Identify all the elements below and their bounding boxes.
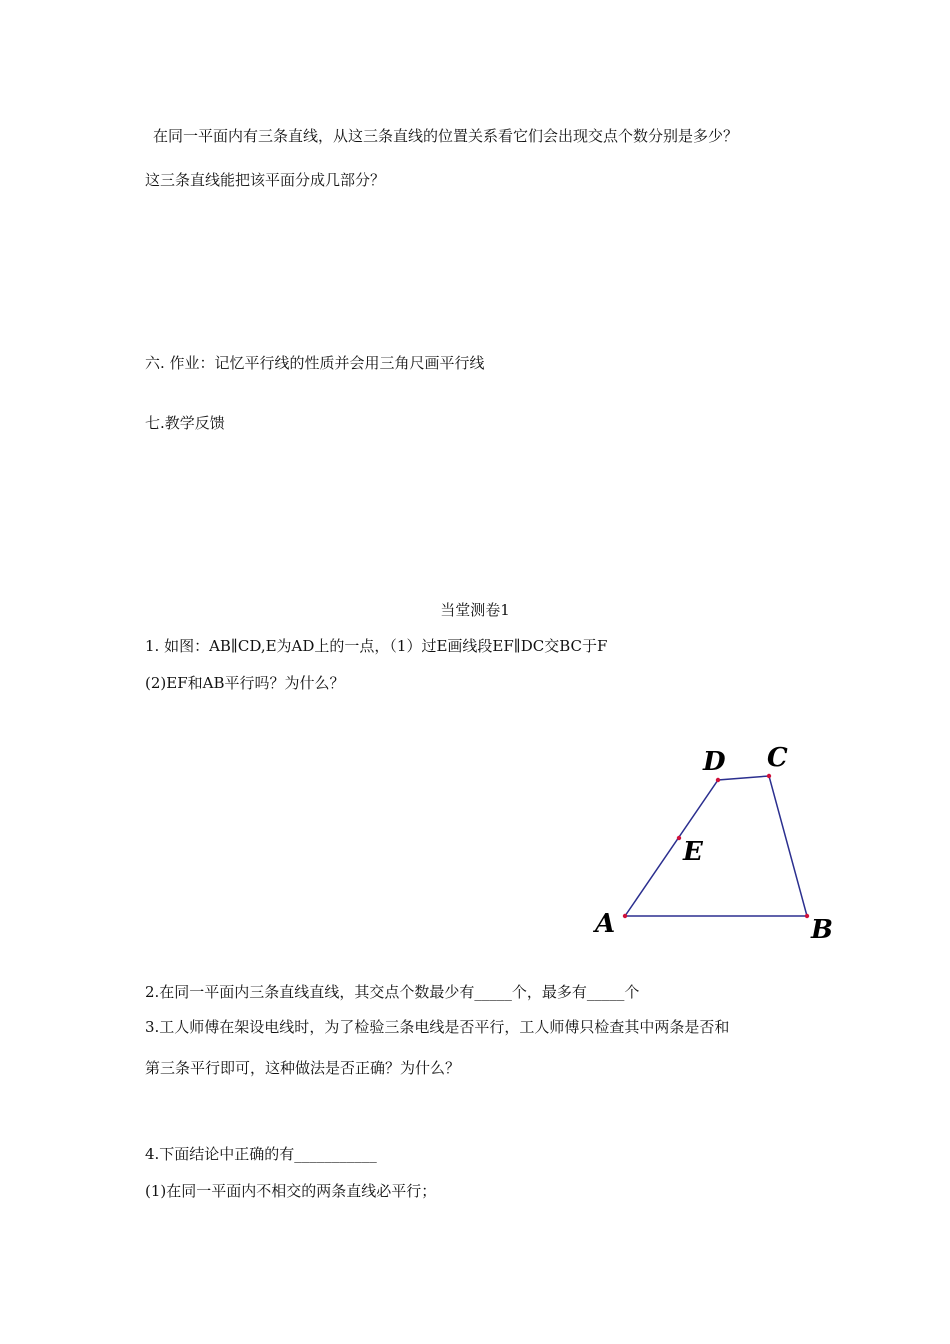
label-a: A — [595, 909, 616, 939]
feedback-line: 七.教学反馈 — [145, 414, 225, 432]
quiz-q3-line-1: 3.工人师傅在架设电线时，为了检验三条电线是否平行，工人师傅只检查其中两条是否和 — [145, 1018, 730, 1036]
point-e-dot — [677, 836, 681, 840]
label-b: B — [811, 915, 833, 945]
quiz-q4: 4.下面结论中正确的有___________ — [145, 1145, 377, 1163]
vertex-a-dot — [623, 914, 627, 918]
quiz-title: 当堂测卷1 — [440, 601, 510, 619]
homework-line: 六. 作业：记忆平行线的性质并会用三角尺画平行线 — [145, 354, 485, 372]
trapezoid-abcd — [625, 776, 807, 916]
question-line-1: 在同一平面内有三条直线，从这三条直线的位置关系看它们会出现交点个数分别是多少？ — [153, 127, 739, 145]
vertex-d-dot — [716, 778, 720, 782]
quiz-q1-line-1: 1. 如图：AB∥CD,E为AD上的一点，（1）过E画线段EF∥DC交BC于F — [145, 637, 608, 655]
quiz-q2: 2.在同一平面内三条直线直线，其交点个数最少有_____个，最多有_____个 — [145, 983, 640, 1001]
vertex-b-dot — [805, 914, 809, 918]
quiz-q4-item-1: (1)在同一平面内不相交的两条直线必平行； — [145, 1182, 437, 1200]
label-e: E — [683, 837, 703, 867]
vertex-c-dot — [767, 774, 771, 778]
quiz-q1-line-2: (2)EF和AB平行吗？为什么？ — [145, 674, 345, 692]
geometry-figure — [560, 730, 860, 950]
label-c: C — [767, 743, 788, 773]
question-line-2: 这三条直线能把该平面分成几部分？ — [145, 171, 386, 189]
label-d: D — [703, 747, 726, 777]
quiz-q3-line-2: 第三条平行即可，这种做法是否正确？为什么？ — [145, 1059, 461, 1077]
